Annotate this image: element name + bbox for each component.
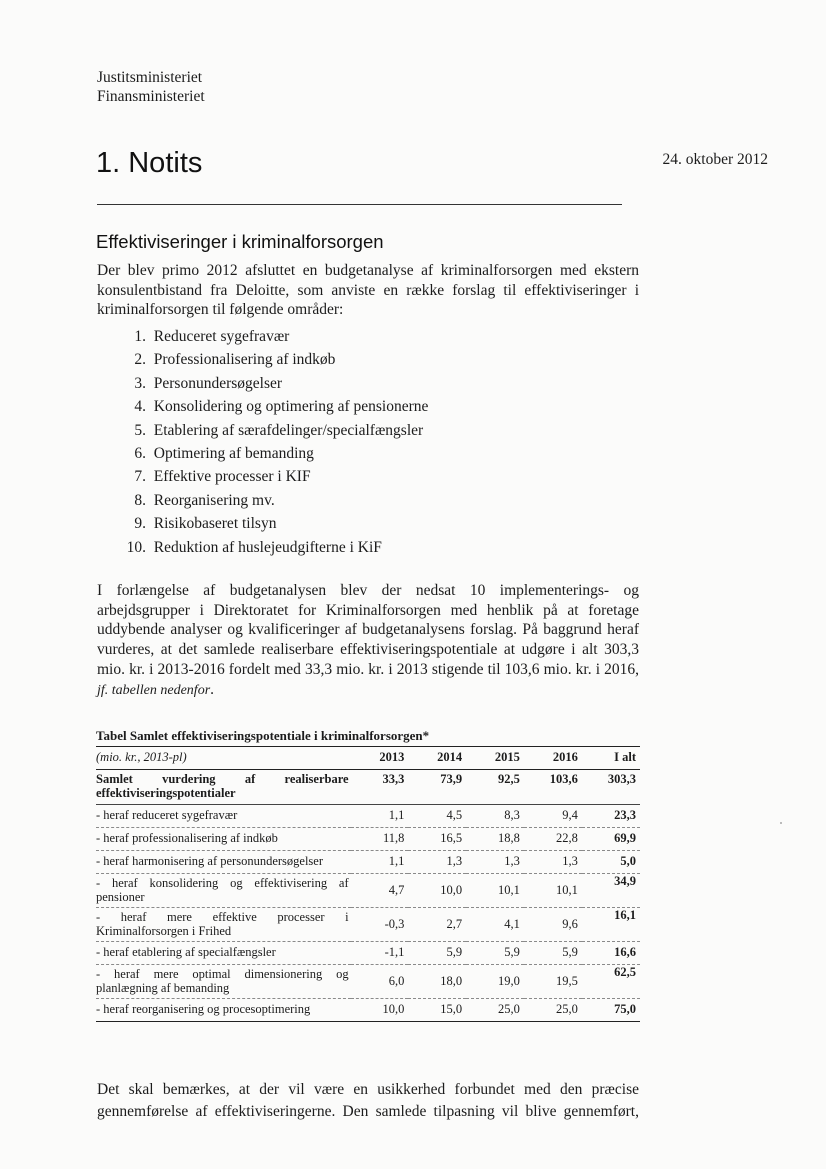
list-item [120, 466, 428, 489]
table-cell: 2,7 [408, 908, 466, 942]
list-text: Konsolidering og optimering af pensionerne [153, 398, 429, 416]
table-cell: 10,0 [408, 874, 466, 908]
list-text: Effektive processer i KIF [153, 468, 311, 486]
table-row [96, 805, 640, 828]
table-cell: 11,8 [351, 828, 409, 851]
list-item [120, 537, 428, 560]
table-unit: (mio. kr., 2013-pl) [96, 747, 351, 770]
followup-text: I forlængelse af budgetanalysen blev der nedsat 10 implementerings- og arbejdsgrupper i Direktoratet for Kriminalforsorgen med henblik på at foretage uddybende analyser og kvalificeringer af budgetanalysens forslag. På baggrund heraf vurderes, at det samlede realiserbare effektiviseringspotentiale at udgøre i alt 303,3 mio. kr. i 2013-2016 fordelt med 33,3 mio. kr. i 2013 stigende til 103,6 mio. kr. i 2016, [97, 582, 639, 678]
list-item [120, 513, 428, 536]
table-cell: 23,3 [582, 805, 640, 828]
table-cell: 1,1 [351, 851, 409, 874]
table-cell: 19,0 [466, 965, 524, 999]
list-item [120, 373, 428, 396]
list-number: 9. [134, 515, 146, 533]
table-reference: jf. tabellen nedenfor [97, 682, 211, 698]
list-item [120, 443, 428, 466]
table-row [96, 965, 640, 999]
table-cell-label: - heraf professionalisering af indkøb [96, 828, 351, 851]
list-text: Reduceret sygefravær [153, 328, 290, 345]
list-number: 5. [134, 421, 146, 439]
ministry-name: Finansministeriet [97, 88, 205, 105]
list-number: 6. [134, 444, 146, 462]
table-cell: 5,0 [582, 851, 640, 874]
list-item [120, 420, 428, 443]
table-cell: 5,9 [466, 942, 524, 965]
list-number: 3. [134, 374, 146, 392]
scan-speck [780, 822, 782, 824]
table-cell-label: - heraf konsolidering og effektivisering af pensioner [96, 874, 351, 908]
list-item [120, 396, 428, 419]
table-cell: 4,1 [466, 908, 524, 942]
table-cell: 103,6 [524, 770, 582, 805]
table-cell: 1,3 [408, 851, 466, 874]
table-cell: 75,0 [582, 999, 640, 1022]
table-total-row [96, 770, 640, 805]
list-item [120, 490, 428, 513]
table-header-row [96, 747, 640, 770]
table-cell: 5,9 [524, 942, 582, 965]
list-item [120, 326, 428, 349]
table-cell: 16,1 [582, 908, 640, 942]
table-cell: 18,0 [408, 965, 466, 999]
table-cell-label: Samlet vurdering af realiserbare effektiviseringspotentialer [96, 770, 351, 805]
savings-table [96, 747, 640, 1022]
table-cell: 16,6 [582, 942, 640, 965]
table-cell: 92,5 [466, 770, 524, 805]
list-number: 8. [134, 491, 146, 509]
table-row [96, 942, 640, 965]
list-number: 4. [134, 398, 146, 416]
table-cell-label: - heraf reduceret sygefravær [96, 805, 351, 828]
table-cell: 19,5 [524, 965, 582, 999]
table-cell: 9,4 [524, 805, 582, 828]
intro-paragraph: Der blev primo 2012 afsluttet en budgetanalyse af kriminalforsorgen med ekstern konsulentbistand fra Deloitte, som anviste en række forslag til effektiviseringer i kriminalforsorgen til følgende områder: [97, 262, 639, 319]
table-cell: 62,5 [582, 965, 640, 999]
ministry-name: Justitsministeriet [97, 69, 203, 86]
column-header: 2015 [466, 747, 524, 770]
table-cell: 1,3 [466, 851, 524, 874]
table-cell: 25,0 [524, 999, 582, 1022]
table-row [96, 999, 640, 1022]
table-cell: 4,7 [351, 874, 409, 908]
table-cell: 4,5 [408, 805, 466, 828]
table-cell: 6,0 [351, 965, 409, 999]
table-cell: 69,9 [582, 828, 640, 851]
document-date: 24. oktober 2012 [662, 151, 768, 168]
table-row [96, 851, 640, 874]
table-cell: 10,0 [351, 999, 409, 1022]
column-header: 2016 [524, 747, 582, 770]
table-cell: 34,9 [582, 874, 640, 908]
followup-paragraph [97, 581, 639, 700]
table-row [96, 828, 640, 851]
table-cell-label: - heraf etablering af specialfængsler [96, 942, 351, 965]
table-cell: 1,3 [524, 851, 582, 874]
list-text: Optimering af bemanding [153, 444, 314, 462]
table-cell: 5,9 [408, 942, 466, 965]
table-cell: 22,8 [524, 828, 582, 851]
title-divider [97, 204, 622, 205]
ministry-names [97, 68, 205, 106]
list-number: 10. [126, 538, 146, 556]
list-text: Risikobaseret tilsyn [153, 515, 277, 533]
table-cell: 33,3 [351, 770, 409, 805]
table-cell: 303,3 [582, 770, 640, 805]
page-title: 1. Notits [96, 147, 203, 179]
table-cell: 25,0 [466, 999, 524, 1022]
closing-paragraph: Det skal bemærkes, at der vil være en usikkerhed forbundet med den præcise gennemførelse af effektiviseringerne. Den samlede tilpasning vil blive gennemført, [97, 1081, 639, 1120]
table-cell-label: - heraf mere effektive processer i Kriminalforsorgen i Frihed [96, 908, 351, 942]
table-cell: 10,1 [466, 874, 524, 908]
list-number: 7. [134, 468, 146, 486]
column-header: 2014 [408, 747, 466, 770]
table-title: Tabel Samlet effektiviseringspotentiale i kriminalforsorgen* [96, 728, 640, 747]
list-item [120, 349, 428, 372]
list-text: Reorganisering mv. [153, 491, 275, 509]
savings-table-block [96, 728, 640, 1022]
section-heading: Effektiviseringer i kriminalforsorgen [96, 231, 384, 252]
list-text: Personundersøgelser [153, 374, 283, 392]
table-cell-label: - heraf reorganisering og procesoptimering [96, 999, 351, 1022]
list-text: Reduktion af huslejeudgifterne i KiF [153, 538, 382, 556]
table-cell: 18,8 [466, 828, 524, 851]
list-text: Professionalisering af indkøb [153, 351, 336, 369]
table-cell-label: - heraf mere optimal dimensionering og planlægning af bemanding [96, 965, 351, 999]
followup-end: . [210, 680, 215, 698]
table-row [96, 874, 640, 908]
table-cell: 9,6 [524, 908, 582, 942]
list-number: 2. [134, 351, 146, 369]
improvement-areas-list [120, 326, 428, 560]
table-cell: 8,3 [466, 805, 524, 828]
column-header: I alt [582, 747, 640, 770]
table-cell: 16,5 [408, 828, 466, 851]
table-cell-label: - heraf harmonisering af personundersøgelser [96, 851, 351, 874]
list-text: Etablering af særafdelinger/specialfængsler [153, 421, 424, 439]
table-row [96, 908, 640, 942]
table-cell: 10,1 [524, 874, 582, 908]
list-number: 1. [134, 328, 146, 345]
table-cell: 1,1 [351, 805, 409, 828]
table-cell: 73,9 [408, 770, 466, 805]
table-cell: 15,0 [408, 999, 466, 1022]
table-cell: -1,1 [351, 942, 409, 965]
column-header: 2013 [351, 747, 409, 770]
table-cell: -0,3 [351, 908, 409, 942]
